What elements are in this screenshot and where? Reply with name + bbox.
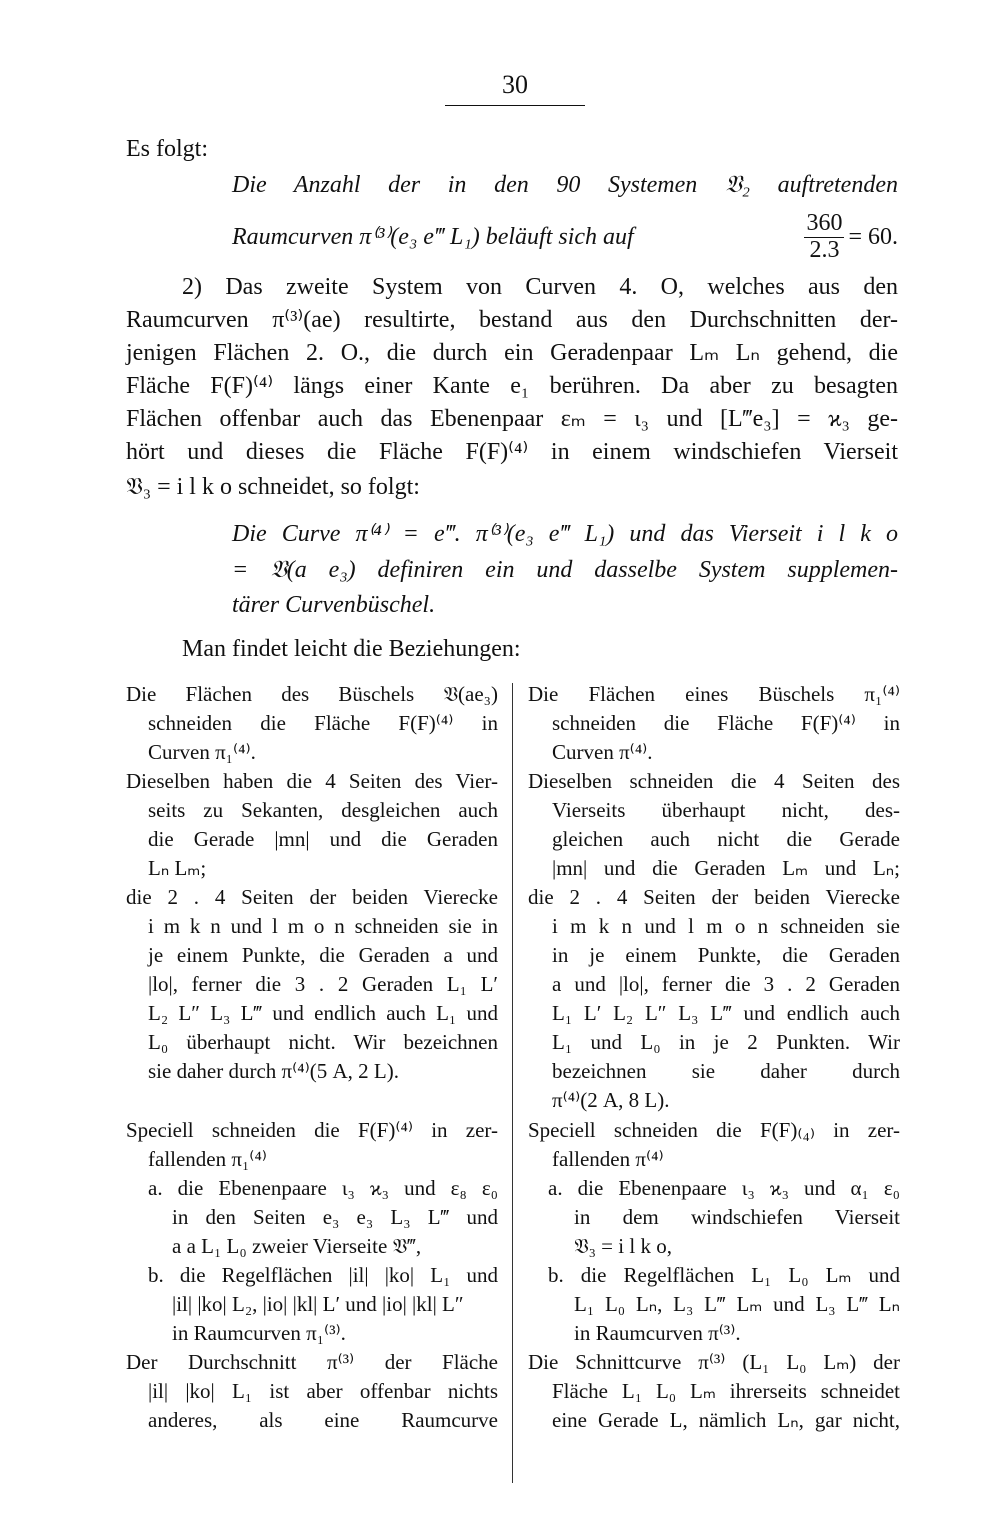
right-line: Die Schnittcurve π⁽³⁾ (L₁ L₀ Lₘ) der — [528, 1350, 900, 1374]
fraction-denominator: 2.3 — [809, 236, 840, 263]
theorem1-equals: = 60. — [848, 224, 898, 250]
left-line: |il| |ko| L₁ ist aber offenbar nichts — [148, 1379, 498, 1403]
paragraph-line: Flächen offenbar auch das Ebenenpaar εₘ = ι₃ und [L‴e₃] = ϰ₃ ge- — [126, 406, 898, 432]
right-line: schneiden die Fläche F(F)⁽⁴⁾ in — [552, 711, 900, 735]
left-line: L₀ überhaupt nicht. Wir bezeichnen — [148, 1030, 498, 1054]
left-line: |il| |ko| L₂, |io| |kl| L′ und |io| |kl| L″ — [172, 1292, 464, 1316]
theorem2-line: = 𝔙(a e₃) definiren ein und dasselbe System supplemen- — [232, 557, 898, 583]
right-line: Curven π⁽⁴⁾. — [552, 740, 653, 764]
right-line: Die Flächen eines Büschels π₁⁽⁴⁾ — [528, 682, 900, 706]
right-line: Vierseits überhaupt nicht, des- — [552, 798, 900, 822]
theorem2-line: tärer Curvenbüschel. — [232, 592, 436, 618]
right-line: Fläche L₁ L₀ Lₘ ihrerseits schneidet — [552, 1379, 900, 1403]
right-line: a und |lo|, ferner die 3 . 2 Geraden — [552, 972, 900, 996]
right-line: b. die Regelflächen L₁ L₀ Lₘ und — [548, 1263, 900, 1287]
left-line: b. die Regelflächen |il| |ko| L₁ und — [148, 1263, 498, 1287]
left-line: schneiden die Fläche F(F)⁽⁴⁾ in — [148, 711, 498, 735]
left-line: sie daher durch π⁽⁴⁾(5 A, 2 L). — [148, 1059, 399, 1083]
paragraph-line: Raumcurven π⁽³⁾(ae) resultirte, bestand aus den Durchschnitten der- — [126, 307, 898, 333]
page-number: 30 — [502, 70, 528, 99]
left-line: Der Durchschnitt π⁽³⁾ der Fläche — [126, 1350, 498, 1374]
left-line: Die Flächen des Büschels 𝔙(ae₃) — [126, 682, 498, 706]
left-line: a a L₁ L₀ zweier Vierseite 𝔙‴, — [172, 1234, 422, 1258]
left-line: in den Seiten e₃ e₃ L₃ L‴ und — [172, 1205, 498, 1229]
paragraph-line: 𝔙₃ = i l k o schneidet, so folgt: — [126, 474, 420, 500]
left-line: seits zu Sekanten, desgleichen auch — [148, 798, 498, 822]
left-line: i m k n und l m o n schneiden sie in — [148, 914, 498, 938]
left-line: Lₙ Lₘ; — [148, 856, 207, 880]
right-line: in dem windschiefen Vierseit — [574, 1205, 900, 1229]
theorem2-line: Die Curve π⁽⁴⁾ = e‴. π⁽³⁾(e₃ e‴ L₁) und das Vierseit i l k o — [232, 521, 898, 547]
column-divider — [512, 683, 513, 1483]
right-line: bezeichnen sie daher durch — [552, 1059, 900, 1083]
theorem1-line2-text: Raumcurven π⁽³⁾(e₃ e‴ L₁) beläuft sich auf — [232, 224, 634, 250]
right-line: |mn| und die Geraden Lₘ und Lₙ; — [552, 856, 900, 880]
right-line: in je einem Punkte, die Geraden — [552, 943, 900, 967]
left-line: die 2 . 4 Seiten der beiden Vierecke — [126, 885, 498, 909]
intro-text: Es folgt: — [126, 136, 208, 162]
right-line: 𝔙₃ = i l k o, — [574, 1234, 672, 1258]
theorem1-line1: Die Anzahl der in den 90 Systemen 𝔙₂ auftretenden — [232, 172, 898, 198]
left-line: in Raumcurven π₁⁽³⁾. — [172, 1321, 346, 1345]
left-column — [126, 0, 498, 1528]
left-line: fallenden π₁⁽⁴⁾ — [148, 1147, 267, 1171]
right-line: i m k n und l m o n schneiden sie — [552, 914, 900, 938]
left-line: L₂ L″ L₃ L‴ und endlich auch L₁ und — [148, 1001, 498, 1025]
paragraph-line: Fläche F(F)⁽⁴⁾ längs einer Kante e₁ berühren. Da aber zu besagten — [126, 373, 898, 399]
paragraph-line: jenigen Flächen 2. O., die durch ein Geradenpaar Lₘ Lₙ gehend, die — [126, 340, 898, 366]
right-line: fallenden π⁽⁴⁾ — [552, 1147, 664, 1171]
paragraph-line: hört und dieses die Fläche F(F)⁽⁴⁾ in einem windschiefen Vierseit — [126, 439, 898, 465]
right-line: a. die Ebenenpaare ι₃ ϰ₃ und α₁ ε₀ — [548, 1176, 900, 1200]
right-line: Speciell schneiden die F(F)₍₄₎ in zer- — [528, 1118, 900, 1142]
right-line: Dieselben schneiden die 4 Seiten des — [528, 769, 900, 793]
right-line: L₁ L′ L₂ L″ L₃ L‴ und endlich auch — [552, 1001, 900, 1025]
left-line: Speciell schneiden die F(F)⁽⁴⁾ in zer- — [126, 1118, 498, 1142]
left-line: die Gerade |mn| und die Geraden — [148, 827, 498, 851]
fraction-numerator: 360 — [806, 210, 843, 237]
right-line: π⁽⁴⁾(2 A, 8 L). — [552, 1088, 670, 1112]
right-column — [528, 0, 900, 1528]
left-line: anderes, als eine Raumcurve — [148, 1408, 498, 1432]
left-line: |lo|, ferner die 3 . 2 Geraden L₁ L′ — [148, 972, 498, 996]
right-line: L₁ und L₀ in je 2 Punkten. Wir — [552, 1030, 900, 1054]
left-line: a. die Ebenenpaare ι₃ ϰ₃ und ε₈ ε₀ — [148, 1176, 498, 1200]
left-line: Curven π₁⁽⁴⁾. — [148, 740, 256, 764]
right-line: L₁ L₀ Lₙ, L₃ L‴ Lₘ und L₃ L‴ Lₙ — [574, 1292, 900, 1316]
right-line: gleichen auch nicht die Gerade — [552, 827, 900, 851]
relations-intro: Man findet leicht die Beziehungen: — [182, 636, 521, 662]
right-line: eine Gerade L, nämlich Lₙ, gar nicht, — [552, 1408, 900, 1432]
left-line: Dieselben haben die 4 Seiten des Vier- — [126, 769, 498, 793]
right-line: in Raumcurven π⁽³⁾. — [574, 1321, 741, 1345]
paragraph-line: 2) Das zweite System von Curven 4. O, welches aus den — [182, 274, 898, 300]
left-line: je einem Punkte, die Geraden a und — [148, 943, 498, 967]
right-line: die 2 . 4 Seiten der beiden Vierecke — [528, 885, 900, 909]
